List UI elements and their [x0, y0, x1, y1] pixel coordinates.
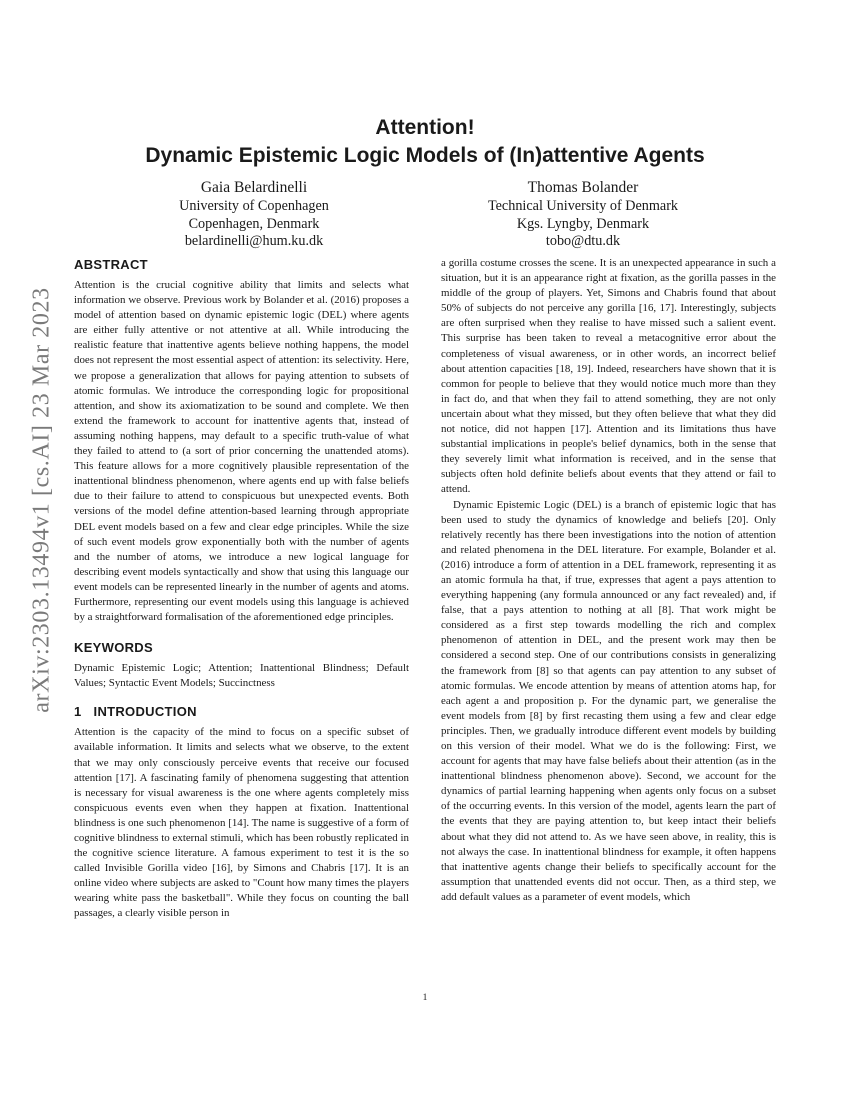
author-location: Kgs. Lyngby, Denmark	[516, 215, 650, 232]
author-email: tobo@dtu.dk	[545, 233, 621, 250]
introduction-paragraph-1: Attention is the capacity of the mind to focus on a specific subset of available information. It limits and selects what we observe, to the extent that we may only consciously perceive events that receive our focused attention [17]. A fascinating family of phenomena suggesting that attention is necessary for visual awareness is the one where agents completely miss conspicuous events even when they happen at fixation. Inattentional blindness is one such phenomenon [14]. The name is suggestive of a form of cognitive blindness to external stimuli, which has been robustly replicated in the cognitive science literature. A famous experiment to test it is the so called Invisible Gorilla video [16], by Simons and Chabris [17]. It is an online video where subjects are asked to "Count how many times the players wearing white pass the basketball". While they focus on counting the ball passages, a clearly visible person in	[74, 726, 409, 920]
author-name: Thomas Bolander	[527, 179, 639, 196]
left-column	[74, 256, 409, 922]
introduction-heading	[74, 703, 409, 721]
paper-title-line-1: Attention!	[375, 116, 475, 139]
introduction-paragraph-2: Dynamic Epistemic Logic (DEL) is a branch of epistemic logic that has been used to study the dynamics of knowledge and beliefs [20]. Only relatively recently has there been investigations into the notion of attention and related phenomena in the DEL literature. For example, Bolander et al. (2016) introduce a form of attention in a DEL framework, representing it as an atomic formula ha that, if true, expresses that agent a pays attention to everything happening (any formula announced or any fact revealed) and, if false, that a pays attention to nothing at all [8]. That work might be considered as a first step towards modelling the rich and complex phenomenon of attention in DEL, and the present work may then be considered a second step. One of our contributions consists in generalizing the framework from [8] so that agents can pay attention to any subset of atomic formulas. We encode attention by means of attention atoms hap, for each agent a and proposition p. For the dynamic part, we generalise the event models from [8] by first recasting them using a few and clear edge principles. Then, we gradually introduce different event models by building on this version of their model. What we do is the following: First, we account for agents that may have false beliefs about their attention (as in the inattentional blindness phenomenon above). Second, we account for the dynamics of partial learning happening when agents only focus on a subset of the occurring events. In this version of the model, agents learn the part of the events that they are paying attention to, but keep intact their beliefs about what they did not attend to. As we have seen above, in reality, this is not always the case. In inattentional blindness for example, it often happens that inattentive agents change their beliefs to specifically account for the assumption that unattended events did not occur. Then, as a third step, we add default values as a parameter of event models, which	[441, 498, 776, 903]
author-name: Gaia Belardinelli	[200, 179, 308, 196]
abstract-heading: ABSTRACT	[74, 257, 148, 272]
section-number: 1	[74, 704, 82, 720]
paper-title-line-2: Dynamic Epistemic Logic Models of (In)attentive Agents	[145, 144, 705, 167]
arxiv-identifier-text: arXiv:2303.13494v1 [cs.AI] 23 Mar 2023	[28, 287, 55, 713]
keywords-text: Dynamic Epistemic Logic; Attention; Inattentional Blindness; Default Values; Syntactic Event Models; Succinctness	[74, 662, 409, 690]
author-affiliation: Technical University of Denmark	[487, 198, 679, 214]
author-block-2	[433, 178, 733, 251]
author-block-1	[104, 178, 404, 251]
author-location: Copenhagen, Denmark	[188, 215, 320, 232]
right-column	[441, 256, 776, 905]
introduction-paragraph-1-continued: a gorilla costume crosses the scene. It is an unexpected appearance in such a situation, but it is an appearance right at fixation, as the gorilla passes in the middle of the group of players. Yet, Simons and Chabris found that about 50% of subjects do not perceive any gorilla [16, 17]. Interestingly, subjects are often surprised when they realise to have missed such a salient event. This surprise has been taken to reveal a metacognitive error about the completeness of visual awareness, or in other words, an incorrect belief about attention capacities [18, 19]. Indeed, researchers have shown that it is common for people to believe that they would notice much more than they in fact do, and that when they fail to attend something, they are not only uncertain about what they missed, but they often believe that what they did not notice, did not happen [17]. Attention and its limitations thus have substantial implications in people's belief dynamics, both in the sense that they severely limit what information is received, and in the sense that subjects often hold definite beliefs about events that they attend or fail to attend.	[441, 257, 776, 496]
abstract-text: Attention is the crucial cognitive ability that limits and selects what information we observe. Previous work by Bolander et al. (2016) proposes a model of attention based on dynamic epistemic logic (DEL) where agents are either fully attentive or not attentive at all. While introducing the realistic feature that inattentive agents believe nothing happens, the model does not represent the most essential aspect of attention: its selectivity. Here, we propose a generalization that allows for paying attention to subsets of atomic formulas. We introduce the corresponding logic for propositional attention, and show its axiomatization to be sound and complete. We then extend the framework to account for inattentive agents that, instead of assuming nothing happens, may default to a specific truth-value of what they failed to attend to (a sort of prior concerning the unattended atoms). This feature allows for a more cognitively plausible representation of the inattentional blindness phenomenon, where agents end up with false beliefs due to their failure to attend to conspicuous but unexpected events. Both versions of the model define attention-based learning through appropriate DEL event models based on a few and clear edge principles. While the size of such event models grow exponentially both with the number of agents and the number of atoms, we introduce a new logical language for describing event models syntactically and show that using this language our event models can be represented linearly in the number of agents and atoms. Furthermore, representing our event models using this language is achieved by a straightforward formalisation of the aforementioned edge principles.	[74, 279, 409, 624]
section-title: INTRODUCTION	[93, 704, 197, 720]
page-number: 1	[422, 993, 428, 1003]
arxiv-identifier-stamp	[12, 287, 72, 713]
author-affiliation: University of Copenhagen	[179, 198, 329, 214]
author-email: belardinelli@hum.ku.dk	[184, 233, 324, 250]
keywords-heading: KEYWORDS	[74, 640, 153, 656]
